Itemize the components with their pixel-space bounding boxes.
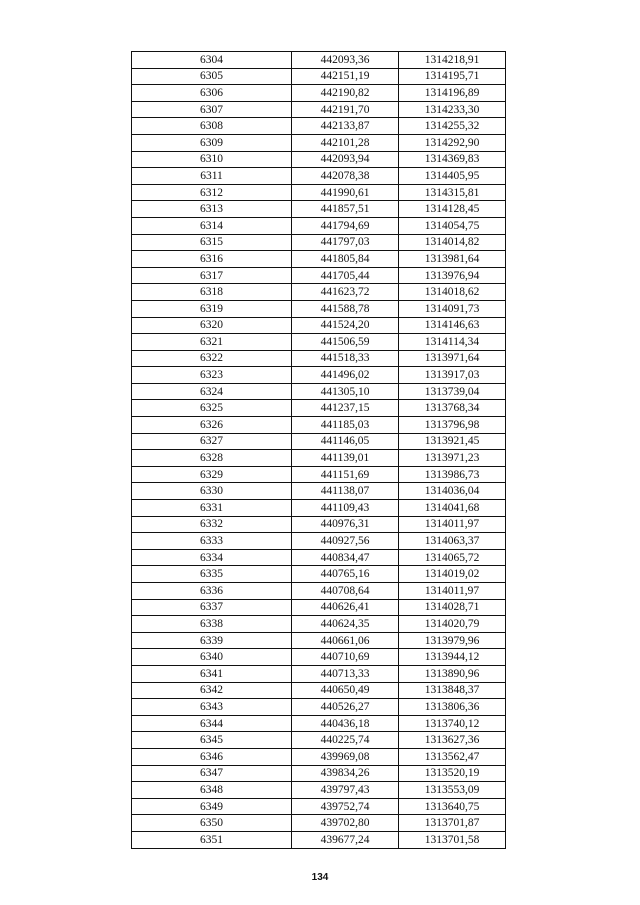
table-row <box>132 566 506 583</box>
point-number-cell: 6334 <box>132 549 292 566</box>
y-coordinate-cell: 1313986,73 <box>399 466 506 483</box>
y-coordinate-cell: 1313520,19 <box>399 765 506 782</box>
point-number-cell: 6340 <box>132 649 292 666</box>
y-coordinate-cell: 1314036,04 <box>399 483 506 500</box>
page-number: 134 <box>311 872 329 883</box>
point-number-cell: 6348 <box>132 782 292 799</box>
x-coordinate-cell: 441990,61 <box>292 184 399 201</box>
table-row <box>132 284 506 301</box>
point-number-cell: 6316 <box>132 251 292 268</box>
point-number-cell: 6306 <box>132 85 292 102</box>
table-row <box>132 317 506 334</box>
point-number-cell: 6336 <box>132 583 292 600</box>
point-number-cell: 6347 <box>132 765 292 782</box>
y-coordinate-cell: 1313890,96 <box>399 665 506 682</box>
point-number-cell: 6327 <box>132 433 292 450</box>
table-row <box>132 168 506 185</box>
y-coordinate-cell: 1314369,83 <box>399 151 506 168</box>
y-coordinate-cell: 1314011,97 <box>399 516 506 533</box>
y-coordinate-cell: 1314196,89 <box>399 85 506 102</box>
point-number-cell: 6312 <box>132 184 292 201</box>
y-coordinate-cell: 1314233,30 <box>399 101 506 118</box>
table-row <box>132 300 506 317</box>
x-coordinate-cell: 440710,69 <box>292 649 399 666</box>
y-coordinate-cell: 1314065,72 <box>399 549 506 566</box>
x-coordinate-cell: 442151,19 <box>292 68 399 85</box>
point-number-cell: 6346 <box>132 748 292 765</box>
point-number-cell: 6304 <box>132 52 292 69</box>
point-number-cell: 6311 <box>132 168 292 185</box>
x-coordinate-cell: 441588,78 <box>292 300 399 317</box>
point-number-cell: 6309 <box>132 134 292 151</box>
x-coordinate-cell: 441237,15 <box>292 400 399 417</box>
x-coordinate-cell: 441305,10 <box>292 383 399 400</box>
table-row <box>132 632 506 649</box>
y-coordinate-cell: 1314063,37 <box>399 533 506 550</box>
y-coordinate-cell: 1313740,12 <box>399 715 506 732</box>
y-coordinate-cell: 1314054,75 <box>399 217 506 234</box>
y-coordinate-cell: 1313640,75 <box>399 798 506 815</box>
x-coordinate-cell: 442101,28 <box>292 134 399 151</box>
point-number-cell: 6342 <box>132 682 292 699</box>
x-coordinate-cell: 442190,82 <box>292 85 399 102</box>
table-row <box>132 715 506 732</box>
y-coordinate-cell: 1314014,82 <box>399 234 506 251</box>
table-row <box>132 251 506 268</box>
y-coordinate-cell: 1314041,68 <box>399 500 506 517</box>
x-coordinate-cell: 439752,74 <box>292 798 399 815</box>
table-row <box>132 583 506 600</box>
y-coordinate-cell: 1314114,34 <box>399 334 506 351</box>
table-row <box>132 118 506 135</box>
y-coordinate-cell: 1314405,95 <box>399 168 506 185</box>
point-number-cell: 6323 <box>132 367 292 384</box>
y-coordinate-cell: 1313627,36 <box>399 732 506 749</box>
x-coordinate-cell: 441805,84 <box>292 251 399 268</box>
table-row <box>132 52 506 69</box>
point-number-cell: 6305 <box>132 68 292 85</box>
y-coordinate-cell: 1313553,09 <box>399 782 506 799</box>
point-number-cell: 6318 <box>132 284 292 301</box>
y-coordinate-cell: 1314019,02 <box>399 566 506 583</box>
x-coordinate-cell: 440650,49 <box>292 682 399 699</box>
point-number-cell: 6344 <box>132 715 292 732</box>
y-coordinate-cell: 1313981,64 <box>399 251 506 268</box>
x-coordinate-cell: 439969,08 <box>292 748 399 765</box>
point-number-cell: 6310 <box>132 151 292 168</box>
x-coordinate-cell: 441185,03 <box>292 417 399 434</box>
y-coordinate-cell: 1314091,73 <box>399 300 506 317</box>
point-number-cell: 6345 <box>132 732 292 749</box>
table-row <box>132 350 506 367</box>
table-row <box>132 682 506 699</box>
y-coordinate-cell: 1314018,62 <box>399 284 506 301</box>
x-coordinate-cell: 439834,26 <box>292 765 399 782</box>
point-number-cell: 6315 <box>132 234 292 251</box>
y-coordinate-cell: 1313971,23 <box>399 450 506 467</box>
y-coordinate-cell: 1314218,91 <box>399 52 506 69</box>
point-number-cell: 6324 <box>132 383 292 400</box>
table-row <box>132 748 506 765</box>
x-coordinate-cell: 441109,43 <box>292 500 399 517</box>
y-coordinate-cell: 1314255,32 <box>399 118 506 135</box>
x-coordinate-cell: 441857,51 <box>292 201 399 218</box>
point-number-cell: 6313 <box>132 201 292 218</box>
point-number-cell: 6314 <box>132 217 292 234</box>
table-row <box>132 599 506 616</box>
y-coordinate-cell: 1313768,34 <box>399 400 506 417</box>
table-row <box>132 267 506 284</box>
coordinates-table <box>131 51 506 849</box>
table-row <box>132 699 506 716</box>
y-coordinate-cell: 1313701,58 <box>399 831 506 848</box>
table-row <box>132 217 506 234</box>
point-number-cell: 6338 <box>132 616 292 633</box>
table-row <box>132 782 506 799</box>
table-row <box>132 433 506 450</box>
y-coordinate-cell: 1314028,71 <box>399 599 506 616</box>
point-number-cell: 6317 <box>132 267 292 284</box>
x-coordinate-cell: 442078,38 <box>292 168 399 185</box>
point-number-cell: 6331 <box>132 500 292 517</box>
point-number-cell: 6322 <box>132 350 292 367</box>
point-number-cell: 6343 <box>132 699 292 716</box>
x-coordinate-cell: 440713,33 <box>292 665 399 682</box>
x-coordinate-cell: 439702,80 <box>292 815 399 832</box>
x-coordinate-cell: 441518,33 <box>292 350 399 367</box>
table-row <box>132 383 506 400</box>
table-row <box>132 201 506 218</box>
x-coordinate-cell: 440626,41 <box>292 599 399 616</box>
point-number-cell: 6335 <box>132 566 292 583</box>
x-coordinate-cell: 441138,07 <box>292 483 399 500</box>
x-coordinate-cell: 441524,20 <box>292 317 399 334</box>
x-coordinate-cell: 441139,01 <box>292 450 399 467</box>
x-coordinate-cell: 441623,72 <box>292 284 399 301</box>
y-coordinate-cell: 1314128,45 <box>399 201 506 218</box>
x-coordinate-cell: 440765,16 <box>292 566 399 583</box>
table-row <box>132 367 506 384</box>
point-number-cell: 6328 <box>132 450 292 467</box>
point-number-cell: 6339 <box>132 632 292 649</box>
x-coordinate-cell: 439677,24 <box>292 831 399 848</box>
y-coordinate-cell: 1313944,12 <box>399 649 506 666</box>
x-coordinate-cell: 440708,64 <box>292 583 399 600</box>
table-row <box>132 234 506 251</box>
table-row <box>132 665 506 682</box>
y-coordinate-cell: 1314146,63 <box>399 317 506 334</box>
point-number-cell: 6326 <box>132 417 292 434</box>
x-coordinate-cell: 439797,43 <box>292 782 399 799</box>
table-row <box>132 732 506 749</box>
table-row <box>132 184 506 201</box>
point-number-cell: 6337 <box>132 599 292 616</box>
table-row <box>132 68 506 85</box>
table-row <box>132 101 506 118</box>
point-number-cell: 6325 <box>132 400 292 417</box>
y-coordinate-cell: 1313806,36 <box>399 699 506 716</box>
table-row <box>132 549 506 566</box>
table-row <box>132 450 506 467</box>
y-coordinate-cell: 1313701,87 <box>399 815 506 832</box>
table-row <box>132 831 506 848</box>
table-row <box>132 516 506 533</box>
point-number-cell: 6320 <box>132 317 292 334</box>
x-coordinate-cell: 440927,56 <box>292 533 399 550</box>
table-row <box>132 417 506 434</box>
x-coordinate-cell: 440834,47 <box>292 549 399 566</box>
x-coordinate-cell: 440225,74 <box>292 732 399 749</box>
table-row <box>132 151 506 168</box>
x-coordinate-cell: 441506,59 <box>292 334 399 351</box>
table-row <box>132 798 506 815</box>
point-number-cell: 6349 <box>132 798 292 815</box>
x-coordinate-cell: 442093,94 <box>292 151 399 168</box>
point-number-cell: 6321 <box>132 334 292 351</box>
table-row <box>132 533 506 550</box>
x-coordinate-cell: 441496,02 <box>292 367 399 384</box>
x-coordinate-cell: 441794,69 <box>292 217 399 234</box>
y-coordinate-cell: 1313848,37 <box>399 682 506 699</box>
table-row <box>132 649 506 666</box>
x-coordinate-cell: 442191,70 <box>292 101 399 118</box>
coordinates-table-body <box>132 52 506 849</box>
y-coordinate-cell: 1313917,03 <box>399 367 506 384</box>
x-coordinate-cell: 440661,06 <box>292 632 399 649</box>
point-number-cell: 6307 <box>132 101 292 118</box>
x-coordinate-cell: 440624,35 <box>292 616 399 633</box>
table-row <box>132 500 506 517</box>
y-coordinate-cell: 1314011,97 <box>399 583 506 600</box>
point-number-cell: 6332 <box>132 516 292 533</box>
x-coordinate-cell: 442133,87 <box>292 118 399 135</box>
table-row <box>132 815 506 832</box>
y-coordinate-cell: 1314292,90 <box>399 134 506 151</box>
y-coordinate-cell: 1314020,79 <box>399 616 506 633</box>
y-coordinate-cell: 1313976,94 <box>399 267 506 284</box>
point-number-cell: 6308 <box>132 118 292 135</box>
table-row <box>132 466 506 483</box>
point-number-cell: 6351 <box>132 831 292 848</box>
point-number-cell: 6319 <box>132 300 292 317</box>
point-number-cell: 6350 <box>132 815 292 832</box>
point-number-cell: 6333 <box>132 533 292 550</box>
y-coordinate-cell: 1313979,96 <box>399 632 506 649</box>
table-row <box>132 134 506 151</box>
point-number-cell: 6329 <box>132 466 292 483</box>
table-row <box>132 334 506 351</box>
table-row <box>132 616 506 633</box>
point-number-cell: 6341 <box>132 665 292 682</box>
y-coordinate-cell: 1313971,64 <box>399 350 506 367</box>
x-coordinate-cell: 442093,36 <box>292 52 399 69</box>
x-coordinate-cell: 440436,18 <box>292 715 399 732</box>
x-coordinate-cell: 441146,05 <box>292 433 399 450</box>
x-coordinate-cell: 441797,03 <box>292 234 399 251</box>
table-row <box>132 85 506 102</box>
x-coordinate-cell: 441151,69 <box>292 466 399 483</box>
point-number-cell: 6330 <box>132 483 292 500</box>
y-coordinate-cell: 1313796,98 <box>399 417 506 434</box>
table-row <box>132 765 506 782</box>
y-coordinate-cell: 1314315,81 <box>399 184 506 201</box>
y-coordinate-cell: 1313739,04 <box>399 383 506 400</box>
y-coordinate-cell: 1314195,71 <box>399 68 506 85</box>
table-row <box>132 483 506 500</box>
y-coordinate-cell: 1313921,45 <box>399 433 506 450</box>
y-coordinate-cell: 1313562,47 <box>399 748 506 765</box>
x-coordinate-cell: 441705,44 <box>292 267 399 284</box>
x-coordinate-cell: 440976,31 <box>292 516 399 533</box>
table-row <box>132 400 506 417</box>
x-coordinate-cell: 440526,27 <box>292 699 399 716</box>
